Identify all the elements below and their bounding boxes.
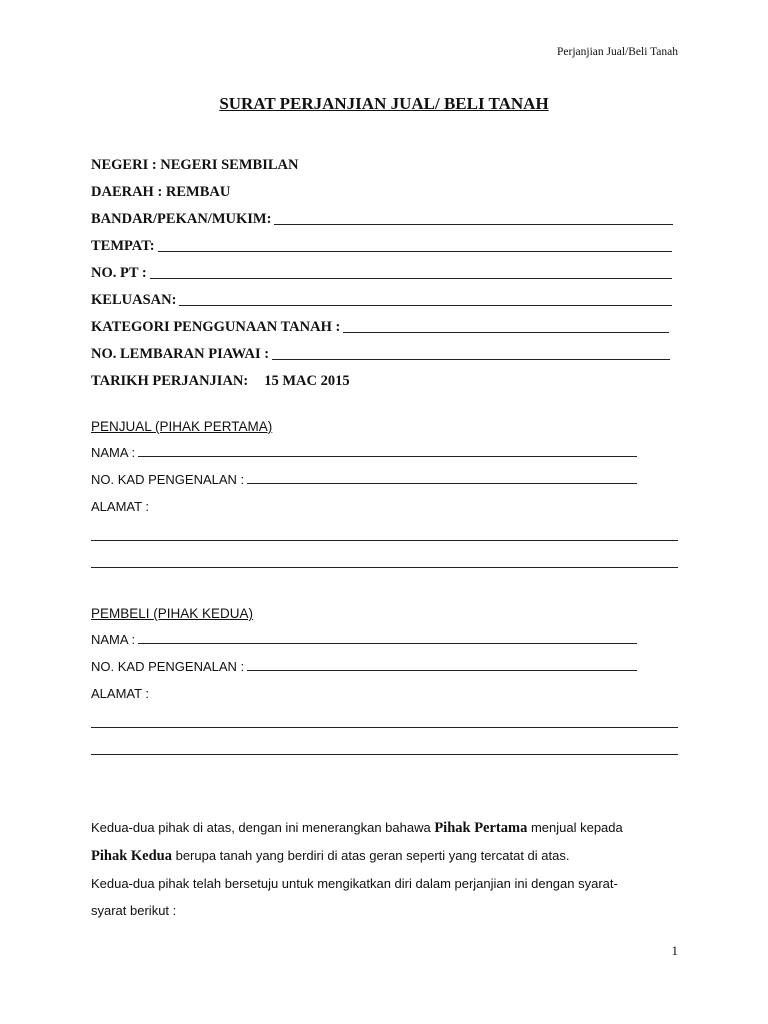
field-lembaran-label: NO. LEMBARAN PIAWAI : (91, 346, 270, 362)
field-daerah (91, 184, 678, 201)
paragraph-text: Kedua-dua pihak di atas, dengan ini menerangkan bahawa (91, 820, 435, 835)
field-tarikh-label: TARIKH PERJANJIAN: (91, 373, 249, 389)
page-number: 1 (671, 943, 678, 958)
paragraph-line-1 (91, 814, 681, 842)
seller-name-line[interactable] (138, 455, 637, 457)
field-keluasan-label: KELUASAN: (91, 292, 177, 308)
field-keluasan-line[interactable] (179, 304, 672, 306)
seller-address-line-1[interactable] (91, 540, 678, 541)
seller-name-label: NAMA : (91, 445, 136, 460)
document-title-text: SURAT PERJANJIAN JUAL/ BELI TANAH (219, 94, 549, 113)
field-kategori (91, 319, 669, 336)
field-no-pt (91, 265, 672, 282)
field-tempat (91, 238, 672, 255)
seller-name-field (91, 445, 637, 460)
field-bandar-label: BANDAR/PEKAN/MUKIM: (91, 211, 272, 227)
document-title (0, 94, 768, 114)
buyer-address-label: ALAMAT : (91, 686, 150, 701)
field-tempat-label: TEMPAT: (91, 238, 155, 254)
paragraph-line-4: syarat berikut : (91, 903, 177, 918)
seller-ic-label: NO. KAD PENGENALAN : (91, 472, 245, 487)
paragraph-line-3: Kedua-dua pihak telah bersetuju untuk mengikatkan diri dalam perjanjian ini dengan syarat- (91, 876, 618, 891)
field-keluasan (91, 292, 672, 309)
field-bandar-line[interactable] (274, 223, 673, 225)
running-header: Perjanjian Jual/Beli Tanah (557, 46, 678, 58)
field-no-pt-line[interactable] (150, 277, 672, 279)
agreement-paragraph (91, 814, 681, 924)
field-bandar (91, 211, 673, 228)
field-negeri-label: NEGERI : NEGERI SEMBILAN (91, 157, 299, 173)
seller-ic-line[interactable] (247, 482, 637, 484)
buyer-address-field (91, 686, 637, 701)
seller-heading: PENJUAL (PIHAK PERTAMA) (91, 419, 273, 434)
field-tempat-line[interactable] (158, 250, 672, 252)
paragraph-text: berupa tanah yang berdiri di atas geran seperti yang tercatat di atas. (171, 848, 570, 863)
field-lembaran (91, 346, 670, 363)
field-no-pt-label: NO. PT : (91, 265, 147, 281)
pihak-kedua-term: Pihak Kedua (91, 848, 172, 864)
pihak-pertama-term: Pihak Pertama (434, 820, 528, 836)
field-kategori-label: KATEGORI PENGGUNAAN TANAH : (91, 319, 341, 335)
paragraph-text: menjual kepada (527, 820, 623, 835)
field-negeri (91, 157, 678, 174)
buyer-address-line-2[interactable] (91, 754, 678, 755)
buyer-ic-field (91, 659, 637, 674)
buyer-heading: PEMBELI (PIHAK KEDUA) (91, 606, 254, 621)
seller-ic-field (91, 472, 637, 487)
field-tarikh-value: 15 MAC 2015 (264, 373, 350, 389)
paragraph-line-2 (91, 842, 681, 870)
buyer-address-line-1[interactable] (91, 727, 678, 728)
field-lembaran-line[interactable] (272, 358, 670, 360)
field-daerah-label: DAERAH : REMBAU (91, 184, 231, 200)
buyer-name-field (91, 632, 637, 647)
buyer-ic-line[interactable] (247, 669, 637, 671)
buyer-name-line[interactable] (138, 642, 637, 644)
seller-address-line-2[interactable] (91, 567, 678, 568)
field-kategori-line[interactable] (343, 331, 669, 333)
seller-address-label: ALAMAT : (91, 499, 150, 514)
buyer-ic-label: NO. KAD PENGENALAN : (91, 659, 245, 674)
seller-address-field (91, 499, 637, 514)
buyer-name-label: NAMA : (91, 632, 136, 647)
field-tarikh (91, 373, 678, 390)
